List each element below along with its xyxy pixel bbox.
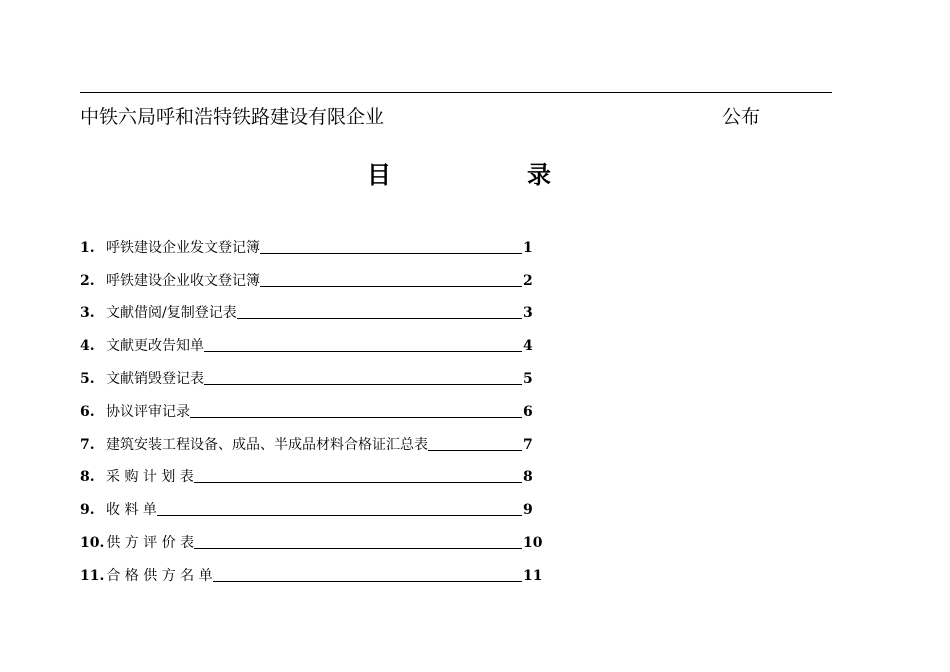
toc-entry: [80, 257, 550, 290]
toc-entry-number: 7.: [80, 436, 95, 453]
toc-entry-page: 7: [523, 436, 533, 453]
toc-entry-number: 9.: [80, 502, 95, 519]
toc-entry-number: 8.: [80, 469, 95, 486]
toc-entry-page: 8: [523, 469, 533, 486]
toc-leader-line: [157, 503, 522, 516]
toc-entry-number: 2.: [80, 272, 95, 289]
toc-entry: [80, 355, 550, 388]
toc-entry: [80, 290, 550, 323]
toc-entry-page: 9: [523, 502, 533, 519]
toc-leader-line: [260, 241, 522, 254]
toc-entry-number: 10.: [80, 534, 105, 551]
toc-entry-title: 合 格 供 方 名 单: [106, 567, 213, 584]
toc-entry-title: 文献借阅/复制登记表: [106, 305, 237, 322]
toc-entry-page: 6: [523, 403, 533, 420]
toc-leader-line: [428, 438, 522, 451]
toc-entry-page: 2: [523, 272, 533, 289]
toc-entry-number: 11.: [80, 567, 105, 584]
toc-entry-page: 10: [523, 534, 543, 551]
toc-entry-title: 供 方 评 价 表: [106, 534, 195, 551]
toc-entry-number: 4.: [80, 338, 95, 355]
toc-entry-page: 4: [523, 338, 533, 355]
toc-entry: [80, 322, 550, 355]
toc-entry-page: 11: [523, 567, 543, 584]
toc-entry: [80, 486, 550, 519]
toc-entry-title: 协议评审记录: [106, 403, 190, 420]
toc-entry-title: 收 料 单: [106, 502, 157, 519]
toc-entry-number: 6.: [80, 403, 95, 420]
toc-leader-line: [194, 470, 522, 483]
publish-label: 公布: [722, 106, 761, 128]
header-rule: [80, 92, 832, 93]
toc-title-char-2: 录: [527, 160, 551, 189]
toc-entry-page: 5: [523, 370, 533, 387]
toc-leader-line: [204, 372, 522, 385]
toc-title-char-1: 目: [367, 160, 391, 189]
toc-entry: [80, 224, 550, 257]
toc-entry-page: 1: [523, 239, 533, 256]
toc-leader-line: [190, 405, 522, 418]
toc-entry-title: 文献销毁登记表: [106, 370, 204, 387]
toc-entry-page: 3: [523, 305, 533, 322]
toc-entry-number: 5.: [80, 370, 95, 387]
toc-leader-line: [204, 339, 522, 352]
toc-list: [80, 224, 550, 585]
toc-leader-line: [194, 536, 522, 549]
toc-entry: [80, 388, 550, 421]
toc-entry: [80, 454, 550, 487]
toc-entry: [80, 552, 550, 585]
toc-entry: [80, 421, 550, 454]
toc-entry-title: 呼铁建设企业发文登记簿: [106, 239, 260, 256]
toc-entry-title: 建筑安装工程设备、成品、半成品材料合格证汇总表: [106, 436, 428, 453]
toc-leader-line: [213, 569, 522, 582]
toc-entry-title: 文献更改告知单: [106, 338, 204, 355]
company-name: 中铁六局呼和浩特铁路建设有限企业: [80, 106, 385, 128]
toc-entry: [80, 519, 550, 552]
toc-entry-number: 1.: [80, 239, 95, 256]
toc-leader-line: [237, 306, 522, 319]
toc-entry-title: 采 购 计 划 表: [106, 469, 194, 486]
toc-entry-number: 3.: [80, 305, 95, 322]
toc-leader-line: [260, 274, 522, 287]
toc-entry-title: 呼铁建设企业收文登记簿: [106, 272, 260, 289]
